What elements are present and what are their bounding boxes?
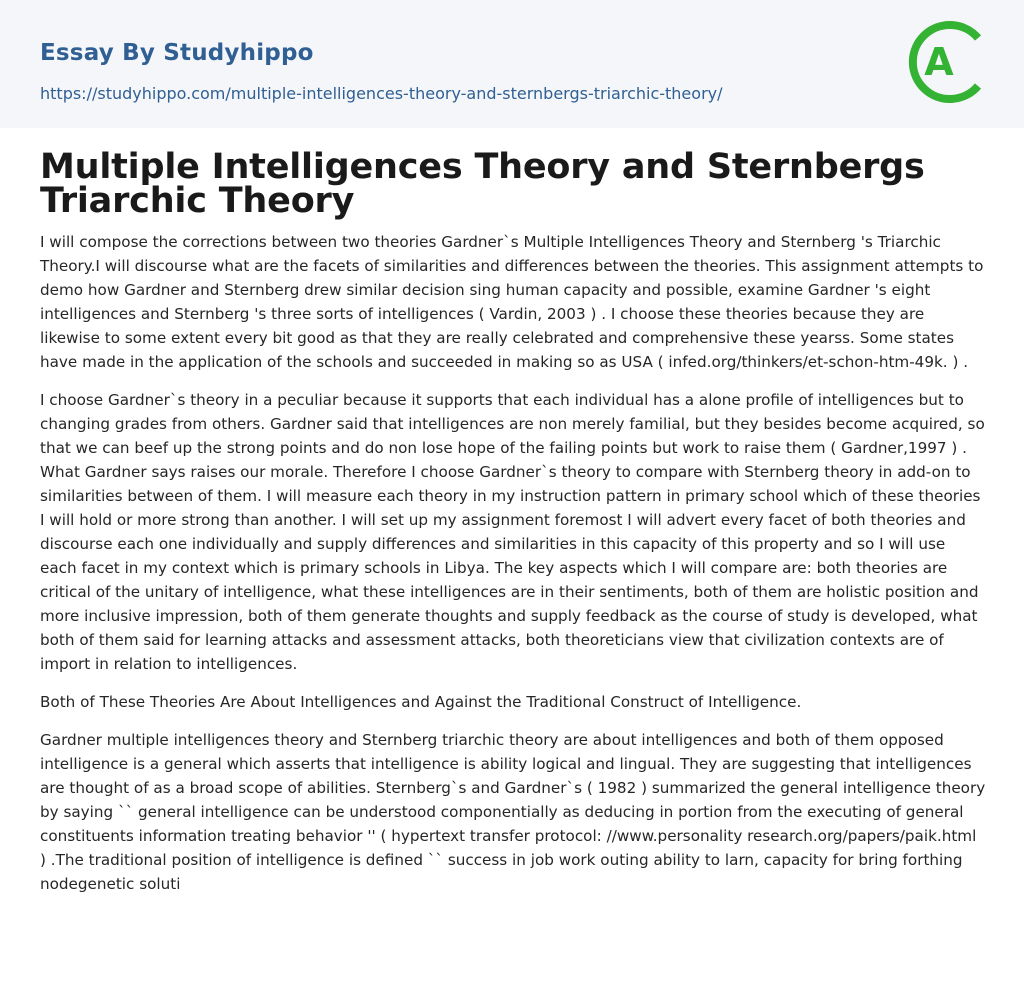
brand-title: Essay By Studyhippo [40,40,314,66]
site-header [0,0,1024,128]
essay-paragraph-3: Gardner multiple intelligences theory and Sternberg triarchic theory are about intelligences and both of them opposed intelligence is a general which asserts that intelligence is ability logical and lingual. They are suggesting that intelligences are thought of as a broad scope of abilities. Sternberg`s and Gardner`s ( 1982 ) summarized the general intelligence theory by saying `` general intelligence can be understood componentially as deducing in portion from the executing of general constituents information treating behavior '' ( hypertext transfer protocol: //www.personality research.org/papers/paik.html ) .The traditional position of intelligence is defined `` success in job work outing ability to larn, capacity for bring forthing nodegenetic soluti [40,731,986,893]
essay-paragraph-2: I choose Gardner`s theory in a peculiar because it supports that each individual has a alone profile of intelligences but to changing grades from others. Gardner said that intelligences are non merely familial, but they besides become acquired, so that we can beef up the strong points and do non lose hope of the failing points but work to raise them ( Gardner,1997 ) . What Gardner says raises our morale. Therefore I choose Gardner`s theory to compare with Sternberg theory in add-on to similarities between of them. I will measure each theory in my instruction pattern in primary school which of these theories I will hold or more strong than another. I will set up my assignment foremost I will advert every facet of both theories and discourse each one individually and supply differences and similarities in this capacity of this property and so I will use each facet in my context which is primary schools in Libya. The key aspects which I will compare are: both theories are critical of the unitary of intelligence, what these intelligences are in their sentiments, both of them are holistic position and more inclusive impression, both of them generate thoughts and supply feedback as the course of study is developed, what both of them said for learning attacks and assessment attacks, both theoreticians view that civilization contexts are of import in relation to intelligences. [40,391,985,673]
section-subheading: Both of These Theories Are About Intelligences and Against the Traditional Construct of Intelligence. [40,693,802,711]
studyhippo-logo-icon[interactable] [908,18,988,106]
logo-letter: A [924,40,954,84]
essay-paragraph-1: I will compose the corrections between two theories Gardner`s Multiple Intelligences Theory and Sternberg 's Triarchic Theory.I will discourse what are the facets of similarities and differences between the theories. This assignment attempts to demo how Gardner and Sternberg drew similar decision sing human capacity and possible, examine Gardner 's eight intelligences and Sternberg 's three sorts of intelligences ( Vardin, 2003 ) . I choose these theories because they are likewise to some extent every bit good as that they are really celebrated and comprehensive these yearss. Some states have made in the application of the schools and succeeded in making so as USA ( infed.org/thinkers/et-schon-htm-49k. ) . [40,233,984,371]
essay-content [40,147,986,910]
source-url-link[interactable]: https://studyhippo.com/multiple-intelligences-theory-and-sternbergs-triarchic-theory/ [40,84,723,103]
essay-title: Multiple Intelligences Theory and Sternbergs Triarchic Theory [40,147,925,221]
